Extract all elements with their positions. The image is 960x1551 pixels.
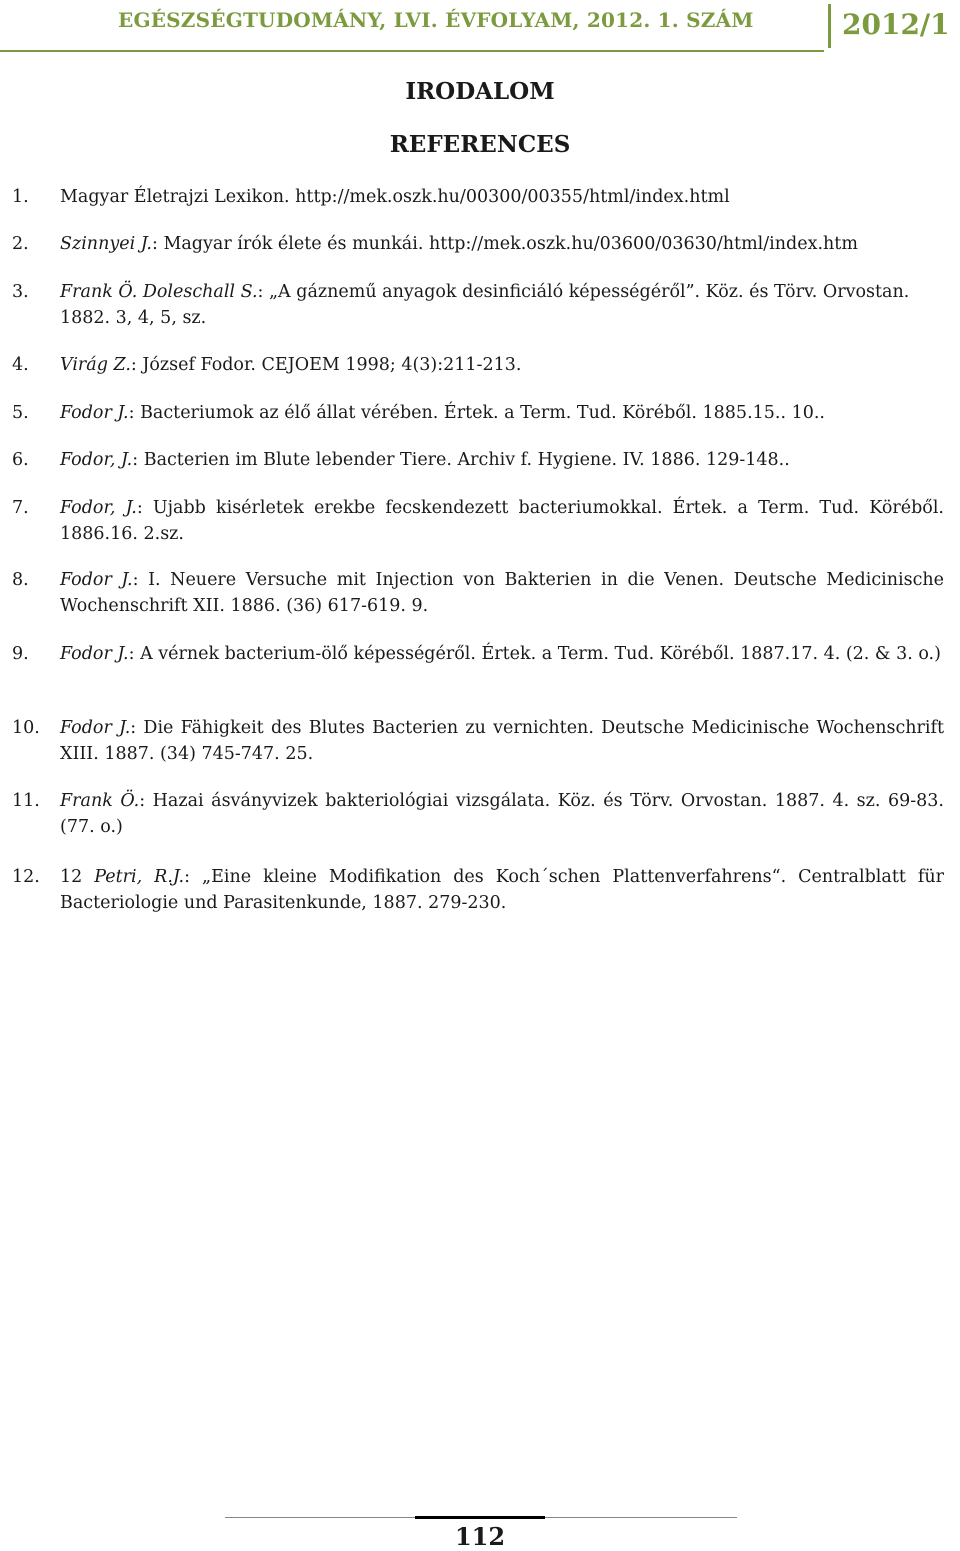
page-header (0, 0, 960, 52)
issue-number: 2012/1 (842, 8, 950, 41)
header-divider (828, 4, 831, 48)
reference-number: 5. (12, 403, 29, 423)
heading-irodalom: IRODALOM (405, 78, 555, 105)
reference-author: Fodor J. (60, 570, 133, 590)
header-rule (0, 50, 824, 52)
reference-number: 3. (12, 282, 29, 302)
reference-text: : Ujabb kisérletek erekbe fecskendezett bacteriumokkal. Értek. a Term. Tud. Köréből. 1886.16. 2.sz. (60, 498, 944, 544)
reference-prefix: 12 (60, 867, 95, 887)
reference-number: 6. (12, 450, 29, 470)
reference-author: Fodor J. (60, 718, 131, 738)
reference-text: : „Eine kleine Modifikation des Koch´schen Plattenverfahrens“. Centralblatt für Bacteriologie und Parasitenkunde, 1887. 279-230. (60, 867, 944, 913)
reference-author: Fodor, J. (60, 498, 137, 518)
reference-number: 11. (12, 791, 40, 811)
reference-text: : Hazai ásványvizek bakteriológiai vizsgálata. Köz. és Törv. Orvostan. 1887. 4. sz. 69-83. (77. o.) (60, 791, 944, 837)
reference-number: 12. (12, 867, 40, 887)
reference-author: Petri, R.J. (94, 867, 185, 887)
reference-author: Szinnyei J. (60, 234, 152, 254)
reference-number: 8. (12, 570, 29, 590)
reference-text: : I. Neuere Versuche mit Injection von Bakterien in die Venen. Deutsche Medicinische Wochenschrift XII. 1886. (36) 617-619. 9. (60, 570, 945, 616)
reference-text: : A vérnek bacterium-ölő képességéről. Értek. a Term. Tud. Köréből. 1887.17. 4. (2. & 3. o.) (128, 644, 941, 664)
reference-number: 10. (12, 718, 40, 738)
reference-author: Frank Ö. (60, 791, 140, 811)
reference-author: Virág Z. (60, 355, 131, 375)
reference-text: : Bacterien im Blute lebender Tiere. Archiv f. Hygiene. IV. 1886. 129-148.. (132, 450, 790, 470)
footer-rule-center (415, 1516, 545, 1519)
reference-text: Magyar Életrajzi Lexikon. http://mek.oszk.hu/00300/00355/html/index.html (60, 187, 730, 207)
footer-rule-right (545, 1517, 737, 1518)
reference-number: 1. (12, 187, 29, 207)
reference-text: : „A gáznemű anyagok desinficiáló képességéről”. Köz. és Törv. Orvostan. 1882. 3, 4, 5, sz. (60, 282, 910, 328)
reference-author: Frank Ö. Doleschall S. (60, 282, 258, 302)
reference-text: : Magyar írók élete és munkái. http://mek.oszk.hu/03600/03630/html/index.htm (151, 234, 858, 254)
reference-text: : József Fodor. CEJOEM 1998; 4(3):211-213. (130, 355, 522, 375)
reference-text: : Die Fähigkeit des Blutes Bacterien zu vernichten. Deutsche Medicinische Wochenschrift XIII. 1887. (34) 745-747. 25. (60, 718, 945, 764)
reference-author: Fodor J. (60, 644, 129, 664)
reference-text: : Bacteriumok az élő állat vérében. Értek. a Term. Tud. Köréből. 1885.15.. 10.. (128, 403, 825, 423)
journal-title: EGÉSZSÉGTUDOMÁNY, LVI. ÉVFOLYAM, 2012. 1. SZÁM (118, 8, 754, 32)
reference-number: 9. (12, 644, 29, 664)
reference-author: Fodor J. (60, 403, 129, 423)
reference-number: 4. (12, 355, 29, 375)
footer-rule-left (225, 1517, 415, 1518)
reference-number: 7. (12, 498, 29, 518)
page-number: 112 (454, 1522, 506, 1551)
reference-author: Fodor, J. (60, 450, 133, 470)
heading-references: REFERENCES (389, 131, 571, 158)
reference-number: 2. (12, 234, 29, 254)
